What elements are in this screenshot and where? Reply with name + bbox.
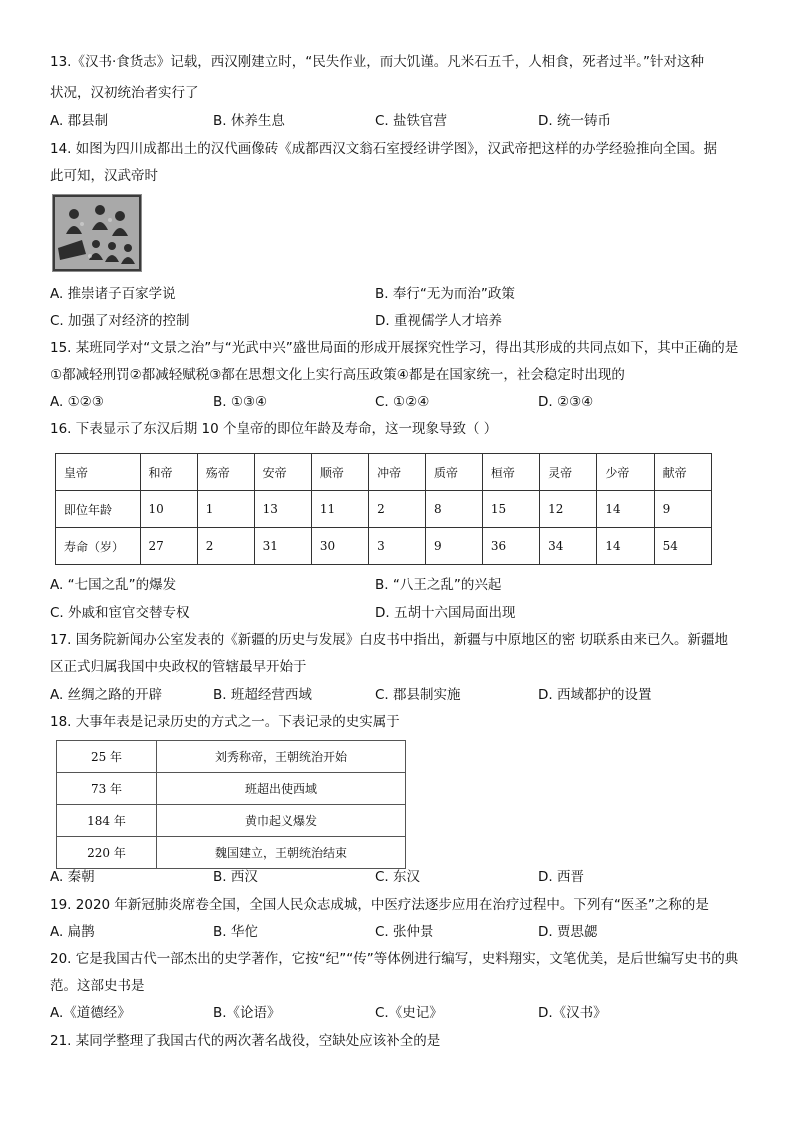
q16-stem-line1: 16. 下表显示了东汉后期 10 个皇帝的即位年龄及寿命，这一现象导致（ ）	[50, 421, 498, 437]
table-cell: 13	[254, 491, 311, 528]
event-cell: 魏国建立，王朝统治结束	[157, 837, 406, 869]
emperor-table	[55, 453, 712, 565]
q14-stem-line1: 14. 如图为四川成都出土的汉代画像砖《成都西汉文翁石室授经讲学图》，汉武帝把这样的办学经验推向全国。据	[50, 141, 718, 157]
q19-option-d[interactable]: D. 贾思勰	[538, 924, 598, 940]
q13-option-c[interactable]: C. 盐铁官营	[375, 113, 448, 129]
table-cell: 15	[482, 491, 539, 528]
table-cell: 27	[140, 528, 197, 565]
table-cell: 10	[140, 491, 197, 528]
table-cell: 灵帝	[540, 454, 597, 491]
table-cell: 9	[654, 491, 711, 528]
table-cell: 2	[197, 528, 254, 565]
table-cell: 1	[197, 491, 254, 528]
q15-stem-line1: 15. 某班同学对“文景之治”与“光武中兴”盛世局面的形成开展探究性学习，得出其形成的共同点如下，其中正确的是	[50, 340, 739, 356]
table-cell: 54	[654, 528, 711, 565]
q20-stem-line2: 范。这部史书是	[50, 978, 145, 994]
q20-option-c[interactable]: C.《史记》	[375, 1005, 443, 1021]
q13-option-b[interactable]: B. 休养生息	[213, 113, 285, 129]
q17-stem-line1: 17. 国务院新闻办公室发表的《新疆的历史与发展》白皮书中指出，新疆与中原地区的密 切联系由来已久。新疆地	[50, 632, 729, 648]
table-cell: 桓帝	[482, 454, 539, 491]
table-cell: 31	[254, 528, 311, 565]
q18-stem-line1: 18. 大事年表是记录历史的方式之一。下表记录的史实属于	[50, 714, 400, 730]
table-cell: 冲帝	[369, 454, 426, 491]
q20-option-b[interactable]: B.《论语》	[213, 1005, 281, 1021]
q19-option-c[interactable]: C. 张仲景	[375, 924, 434, 940]
q17-option-a[interactable]: A. 丝绸之路的开辟	[50, 687, 163, 703]
table-cell: 36	[482, 528, 539, 565]
q15-option-d[interactable]: D. ②③④	[538, 394, 594, 410]
table-cell: 2	[369, 491, 426, 528]
chronology-table	[56, 740, 406, 869]
q14-option-b[interactable]: B. 奉行“无为而治”政策	[375, 286, 515, 302]
table-cell: 11	[311, 491, 368, 528]
table-cell: 寿命（岁）	[56, 528, 141, 565]
table-cell: 质帝	[426, 454, 483, 491]
table-cell: 皇帝	[56, 454, 141, 491]
q19-option-a[interactable]: A. 扁鹊	[50, 924, 95, 940]
q20-option-d[interactable]: D.《汉书》	[538, 1005, 607, 1021]
q18-option-a[interactable]: A. 秦朝	[50, 869, 95, 885]
table-row	[57, 837, 406, 869]
table-cell: 30	[311, 528, 368, 565]
table-row	[57, 805, 406, 837]
q14-stem-line2: 此可知，汉武帝时	[50, 168, 158, 184]
table-row	[56, 454, 712, 491]
table-row	[56, 491, 712, 528]
table-cell: 34	[540, 528, 597, 565]
table-cell: 14	[597, 491, 654, 528]
q17-option-d[interactable]: D. 西域都护的设置	[538, 687, 652, 703]
q15-option-b[interactable]: B. ①③④	[213, 394, 268, 410]
table-cell: 3	[369, 528, 426, 565]
table-cell: 8	[426, 491, 483, 528]
event-cell: 刘秀称帝，王朝统治开始	[157, 741, 406, 773]
q18-option-c[interactable]: C. 东汉	[375, 869, 421, 885]
q17-option-b[interactable]: B. 班超经营西域	[213, 687, 312, 703]
q20-stem-line1: 20. 它是我国古代一部杰出的史学著作，它按“纪”“传”等体例进行编写，史料翔实，文笔优美，是后世编写史书的典	[50, 951, 739, 967]
year-cell: 220 年	[57, 837, 157, 869]
table-cell: 殇帝	[197, 454, 254, 491]
q20-option-a[interactable]: A.《道德经》	[50, 1005, 131, 1021]
event-cell: 班超出使西域	[157, 773, 406, 805]
table-cell: 12	[540, 491, 597, 528]
q18-option-d[interactable]: D. 西晋	[538, 869, 584, 885]
brick-relief-image	[52, 194, 142, 272]
q15-option-c[interactable]: C. ①②④	[375, 394, 430, 410]
q14-option-a[interactable]: A. 推崇诸子百家学说	[50, 286, 176, 302]
q16-option-d[interactable]: D. 五胡十六国局面出现	[375, 605, 516, 621]
year-cell: 73 年	[57, 773, 157, 805]
table-row	[57, 741, 406, 773]
table-cell: 14	[597, 528, 654, 565]
table-row	[57, 773, 406, 805]
q14-option-d[interactable]: D. 重视儒学人才培养	[375, 313, 502, 329]
table-cell: 献帝	[654, 454, 711, 491]
q15-option-a[interactable]: A. ①②③	[50, 394, 104, 410]
table-cell: 和帝	[140, 454, 197, 491]
table-cell: 安帝	[254, 454, 311, 491]
event-cell: 黄巾起义爆发	[157, 805, 406, 837]
table-cell: 顺帝	[311, 454, 368, 491]
table-cell: 即位年龄	[56, 491, 141, 528]
q14-option-c[interactable]: C. 加强了对经济的控制	[50, 313, 190, 329]
table-row	[56, 528, 712, 565]
q15-stem-line2: ①都减轻刑罚②都减轻赋税③都在思想文化上实行高压政策④都是在国家统一，社会稳定时出现的	[50, 367, 625, 383]
q13-option-d[interactable]: D. 统一铸币	[538, 113, 611, 129]
q16-option-c[interactable]: C. 外戚和宦官交替专权	[50, 605, 190, 621]
year-cell: 184 年	[57, 805, 157, 837]
q16-option-b[interactable]: B. “八王之乱”的兴起	[375, 577, 502, 593]
q18-option-b[interactable]: B. 西汉	[213, 869, 258, 885]
q21-stem-line1: 21. 某同学整理了我国古代的两次著名战役，空缺处应该补全的是	[50, 1033, 441, 1049]
q17-stem-line2: 区正式归属我国中央政权的管辖最早开始于	[50, 659, 307, 675]
q19-stem-line1: 19. 2020 年新冠肺炎席卷全国，全国人民众志成城，中医疗法逐步应用在治疗过程中。下列有“医圣”之称的是	[50, 897, 709, 913]
q13-option-a[interactable]: A. 郡县制	[50, 113, 109, 129]
q16-option-a[interactable]: A. “七国之乱”的爆发	[50, 577, 177, 593]
q19-option-b[interactable]: B. 华佗	[213, 924, 258, 940]
year-cell: 25 年	[57, 741, 157, 773]
q13-stem-line1: 13.《汉书·食货志》记载，西汉刚建立时，“民失作业，而大饥谨。凡米石五千，人相食，死者过半。”针对这种	[50, 54, 704, 70]
q17-option-c[interactable]: C. 郡县制实施	[375, 687, 461, 703]
q13-stem-line2: 状况，汉初统治者实行了	[50, 85, 199, 101]
table-cell: 9	[426, 528, 483, 565]
table-cell: 少帝	[597, 454, 654, 491]
